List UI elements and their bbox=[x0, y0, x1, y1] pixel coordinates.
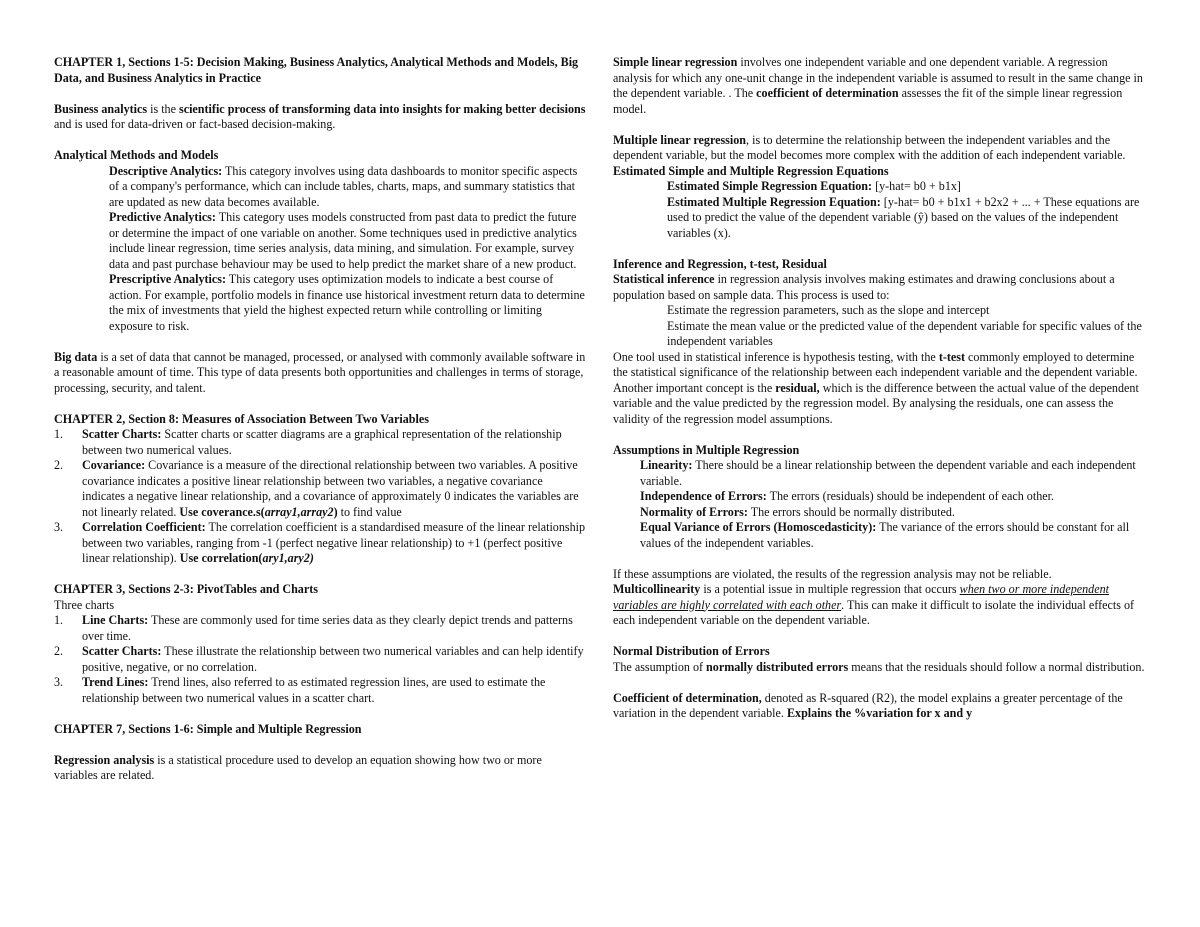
list-text: Trend lines, also referred to as estimated regression lines, are used to estimate the relationship between two numerical values in a scatter chart. bbox=[82, 675, 546, 705]
big-data-term: Big data bbox=[54, 349, 98, 364]
mlr-text: , is to determine the relationship between the independent variables and the dependent variable, but the model becomes more complex with the addition of each independent variable. bbox=[613, 132, 1126, 162]
chapter-7-title: CHAPTER 7, Sections 1-6: Simple and Multiple Regression bbox=[54, 721, 362, 736]
list-number: 1. bbox=[54, 427, 64, 441]
list-text: These are commonly used for time series data as they clearly depict trends and patterns over time. bbox=[82, 613, 573, 643]
slr-text: involves one independent variable and one dependent variable. A regression analysis for which any one-unit change in the independent variable is assumed to result in the same change in the dependent variable. . The bbox=[613, 55, 1143, 100]
formula-hint bbox=[179, 505, 337, 519]
predictive-analytics-item bbox=[54, 210, 586, 272]
hypothesis-testing-paragraph bbox=[613, 350, 1147, 428]
ht-text-2: commonly employed to determine the statistical significance of the relationship between each independent variable and the dependent variable. Another important concept is the bbox=[613, 349, 1138, 395]
list-term: Trend Lines: bbox=[82, 675, 149, 689]
regression-analysis-text: is a statistical procedure used to develop an equation showing how two or more variables are related. bbox=[54, 752, 542, 782]
cod-bold: Explains the %variation for x and y bbox=[786, 706, 973, 720]
simple-equation-item bbox=[613, 179, 1147, 195]
cod-text: denoted as R-squared (R2), the model explains a greater percentage of the variation in the dependent variable. bbox=[613, 690, 1123, 720]
prescriptive-term: Prescriptive Analytics: bbox=[109, 272, 226, 286]
statistical-inference-term: Statistical inference bbox=[613, 272, 715, 286]
formula-bold: Use coverance.s( bbox=[179, 504, 265, 519]
simple-equation-term: Estimated Simple Regression Equation: bbox=[667, 179, 873, 193]
slr-text-2: assesses the fit of the simple linear regression model. bbox=[613, 86, 1123, 116]
big-data-paragraph bbox=[54, 350, 586, 397]
inference-heading: Inference and Regression, t-test, Residual bbox=[613, 256, 827, 271]
nde-text-2: means that the residuals should follow a normal distribution. bbox=[848, 659, 1145, 674]
formula-args: ary1,ary2) bbox=[262, 551, 314, 565]
list-text: Scatter charts or scatter diagrams are a graphical representation of the relationship between two numerical values. bbox=[82, 427, 562, 457]
linearity-text: There should be a linear relationship between the dependent variable and each independent variable. bbox=[640, 458, 1136, 488]
analytical-methods-heading: Analytical Methods and Models bbox=[54, 148, 219, 162]
list-term: Scatter Charts: bbox=[82, 644, 162, 658]
multicollinearity-paragraph bbox=[613, 582, 1147, 629]
ba-definition-rest: and is used for data-driven or fact-based decision-making. bbox=[54, 117, 336, 131]
list-item bbox=[54, 613, 586, 644]
ht-text-1: One tool used in statistical inference is hypothesis testing, with the bbox=[613, 349, 939, 364]
formula-bold: Use correlation( bbox=[179, 551, 263, 565]
multicollinearity-term: Multicollinearity bbox=[613, 582, 701, 596]
cod-term: Coefficient of determination, bbox=[613, 690, 762, 705]
descriptive-text: This category involves using data dashboards to monitor specific aspects of a company's performance, which can include tables, charts, maps, and summary statistics that are updated as new data becomes available. bbox=[109, 163, 578, 209]
equal-variance-term: Equal Variance of Errors (Homoscedasticity): bbox=[640, 520, 877, 534]
list-number: 1. bbox=[54, 613, 64, 627]
descriptive-analytics-item bbox=[54, 164, 586, 211]
multiple-linear-regression-paragraph bbox=[613, 133, 1147, 164]
coefficient-of-determination-paragraph bbox=[613, 691, 1147, 722]
regression-equations-heading: Estimated Simple and Multiple Regression Equations bbox=[613, 163, 889, 178]
normality-item bbox=[613, 505, 1147, 521]
big-data-text: is a set of data that cannot be managed, processed, or analysed with commonly available software in a reasonable amount of time. This type of data presents both opportunities and challenges in terms of storage, processing, security, and talent. bbox=[54, 349, 586, 395]
equal-variance-text: The variance of the errors should be constant for all values of the independent variables. bbox=[640, 520, 1130, 550]
business-analytics-paragraph bbox=[54, 102, 586, 133]
left-column bbox=[54, 55, 586, 784]
list-text: The correlation coefficient is a standardised measure of the linear relationship between two variables, ranging from -1 (perfect negative linear relationship) to +1 (perfect positive linear relationship). bbox=[82, 520, 586, 565]
business-analytics-term: Business analytics bbox=[54, 101, 148, 116]
predictive-text: This category uses models constructed from past data to predict the future or determine the impact of one variable on another. Some techniques used in predictive analytics include linear regression, time series analysis, data mining, and simulation. For example, survey data and past purchase behaviour may be used to help predict the market share of a new product. bbox=[109, 210, 577, 271]
ht-text-3: which is the difference between the actual value of the dependent variable and the value predicted by the regression model. By analysing the residuals, one can assess the validity of the regression model assumptions. bbox=[613, 380, 1139, 426]
statistical-inference-text: in regression analysis involves making estimates and drawing conclusions about a population based on sample data. This process is used to: bbox=[613, 272, 1115, 302]
chapter-2-title: CHAPTER 2, Section 8: Measures of Association Between Two Variables bbox=[54, 411, 429, 426]
list-item bbox=[54, 644, 586, 675]
chapter-3-intro: Three charts bbox=[54, 597, 115, 612]
list-text: Covariance is a measure of the directional relationship between two variables. A positive covariance indicates a positive linear relationship between two variables, a negative covariance indicates a negative linear relationship, and a covariance of approximately 0 indicates the variables are not linearly related. bbox=[82, 458, 579, 519]
normality-text: The errors should be normally distributed. bbox=[747, 504, 955, 519]
formula-rest: to find value bbox=[337, 504, 402, 519]
simple-equation-text: [y-hat= b0 + b1x] bbox=[872, 179, 961, 193]
cod-term-inline: coefficient of determination bbox=[756, 86, 899, 100]
list-item bbox=[54, 427, 586, 458]
nde-text-1: The assumption of bbox=[613, 659, 707, 674]
predictive-term: Predictive Analytics: bbox=[109, 210, 216, 224]
list-item bbox=[54, 520, 586, 567]
nde-bold: normally distributed errors bbox=[706, 659, 849, 674]
list-item bbox=[54, 458, 586, 520]
chapter-3-title: CHAPTER 3, Sections 2-3: PivotTables and Charts bbox=[54, 582, 318, 596]
list-text: These illustrate the relationship between two numerical variables and can help identify positive, negative, or no correlation. bbox=[82, 644, 584, 674]
list-term: Scatter Charts: bbox=[82, 427, 162, 441]
violation-paragraph: If these assumptions are violated, the results of the regression analysis may not be reliable. bbox=[613, 566, 1052, 581]
normality-term: Normality of Errors: bbox=[640, 504, 748, 519]
normal-distribution-paragraph bbox=[613, 660, 1147, 676]
normal-distribution-heading: Normal Distribution of Errors bbox=[613, 644, 770, 658]
list-term: Covariance: bbox=[82, 458, 146, 472]
chapter-3-list bbox=[54, 613, 586, 706]
list-item bbox=[54, 675, 586, 706]
regression-analysis-term: Regression analysis bbox=[54, 752, 155, 767]
linearity-item bbox=[613, 458, 1147, 489]
list-number: 3. bbox=[54, 675, 64, 689]
t-test-term: t-test bbox=[938, 349, 965, 364]
list-term: Line Charts: bbox=[82, 613, 149, 627]
statistical-inference-paragraph bbox=[613, 272, 1147, 303]
inference-item-1: Estimate the regression parameters, such as the slope and intercept bbox=[667, 303, 990, 317]
list-number: 2. bbox=[54, 644, 64, 658]
assumptions-heading: Assumptions in Multiple Regression bbox=[613, 442, 800, 457]
formula-close: ) bbox=[333, 504, 338, 519]
inference-item-2: Estimate the mean value or the predicted value of the dependent variable for specific values of the independent variables bbox=[667, 318, 1142, 348]
independence-text: The errors (residuals) should be independent of each other. bbox=[766, 489, 1055, 503]
simple-linear-regression-paragraph bbox=[613, 55, 1147, 117]
multiple-equation-term: Estimated Multiple Regression Equation: bbox=[667, 194, 881, 209]
mc-text-1: is a potential issue in multiple regression that occurs bbox=[700, 582, 960, 596]
linearity-term: Linearity: bbox=[640, 458, 693, 472]
ba-definition-bold: scientific process of transforming data into insights for making better decisions bbox=[179, 101, 586, 116]
prescriptive-text: This category uses optimization models to indicate a best course of action. For example, portfolio models in finance use historical investment return data to determine the mix of investments that yield the highest expected return while controlling or limiting exposure to risk. bbox=[109, 272, 585, 333]
right-column bbox=[613, 55, 1147, 722]
slr-term: Simple linear regression bbox=[613, 55, 738, 69]
mc-underlined: when two or more independent variables are highly correlated with each other bbox=[613, 582, 1109, 612]
mlr-term: Multiple linear regression bbox=[613, 132, 747, 147]
regression-analysis-paragraph bbox=[54, 753, 586, 784]
independence-term: Independence of Errors: bbox=[640, 489, 767, 503]
residual-term: residual, bbox=[775, 380, 820, 395]
chapter-1-title: CHAPTER 1, Sections 1-5: Decision Making, Business Analytics, Analytical Methods and Models, Big Data, and Business Analytics in Practice bbox=[54, 55, 579, 85]
ba-connector: is the bbox=[147, 101, 179, 116]
independence-item bbox=[613, 489, 1147, 505]
list-number: 2. bbox=[54, 458, 64, 472]
chapter-2-list bbox=[54, 427, 586, 567]
prescriptive-analytics-item bbox=[54, 272, 586, 334]
list-number: 3. bbox=[54, 520, 64, 534]
equal-variance-item bbox=[613, 520, 1147, 551]
mc-text-2: . This can make it difficult to isolate the individual effects of each independent variable on the dependent variable. bbox=[613, 597, 1135, 627]
descriptive-term: Descriptive Analytics: bbox=[109, 163, 223, 178]
multiple-equation-item bbox=[613, 195, 1147, 242]
formula-args: array1,array2 bbox=[264, 504, 334, 519]
multiple-equation-text: [y-hat= b0 + b1x1 + b2x2 + ... + These equations are used to predict the value of the dependent variable (ŷ) based on the values of the independent variables (x). bbox=[667, 194, 1140, 240]
formula-hint bbox=[180, 551, 314, 565]
list-term: Correlation Coefficient: bbox=[82, 520, 206, 534]
